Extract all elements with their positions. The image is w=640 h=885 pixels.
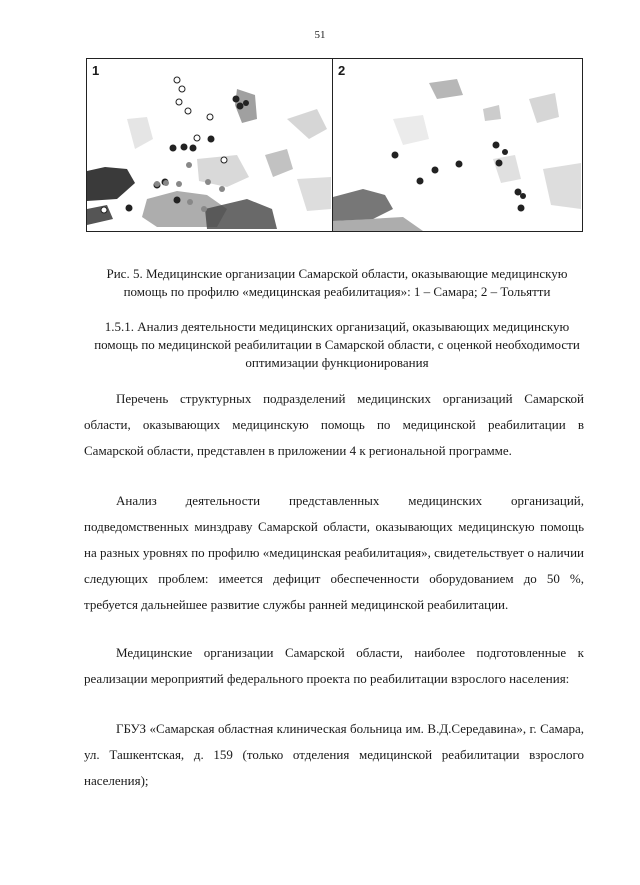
- panel-2-label: 2: [338, 63, 346, 78]
- figure-maps: [86, 58, 583, 232]
- map-togliatti-image: [333, 59, 582, 231]
- map-panel-togliatti: [333, 59, 582, 231]
- paragraph-4: ГБУЗ «Самарская областная клиническая больница им. В.Д.Середавина», г. Самара, ул. Ташкентская, д. 159 (только отделения медицинской реабилитации взрослого населения);: [84, 721, 584, 788]
- panel-1-label: 1: [92, 63, 100, 78]
- section-heading: 1.5.1. Анализ деятельности медицинских организаций, оказывающих медицинскую помощь по медицинской реабилитации в Самарской области, с оценкой необходимости оптимизации функционирования: [94, 319, 580, 370]
- paragraph-2: Анализ деятельности представленных медицинских организаций, подведомственных минздраву Самарской области, оказывающих медицинскую помощь на разных уровнях по профилю «медицинская реабилитация», свидетельствует о наличии следующих проблем: имеется дефицит обеспеченности оборудованием до 50 %, требуется дальнейшее развитие службы ранней медицинской реабилитации.: [84, 493, 584, 612]
- figure-caption: Рис. 5. Медицинские организации Самарской области, оказывающие медицинскую помощь по профилю «медицинская реабилитация»: 1 – Самара; 2 – Тольятти: [106, 266, 568, 299]
- map-panel-samara: [87, 59, 333, 231]
- map-samara-image: [87, 59, 332, 231]
- paragraph-3: Медицинские организации Самарской области, наиболее подготовленные к реализации мероприятий федерального проекта по реабилитации взрослого населения:: [84, 645, 584, 686]
- paragraph-1: Перечень структурных подразделений медицинских организаций Самарской области, оказывающих медицинскую помощь по медицинской реабилитации в Самарской области, представлен в приложении 4 к региональной программе.: [84, 391, 584, 458]
- page-number: 51: [314, 29, 326, 41]
